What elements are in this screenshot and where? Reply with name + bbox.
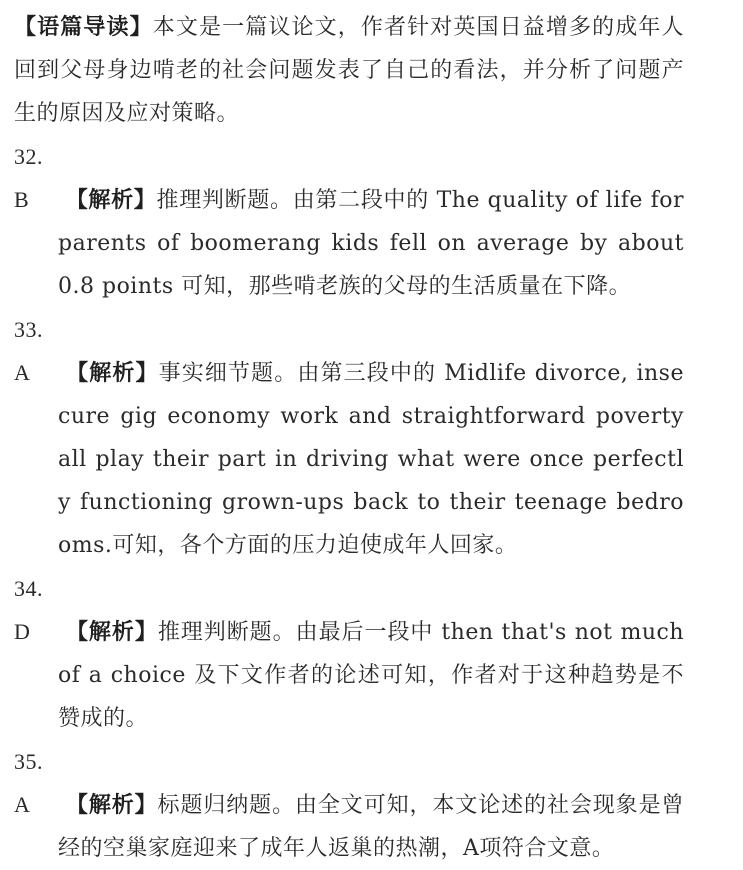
- analysis-text: 标题归纳题。由全文可知，本文论述的社会现象是曾经的空巢家庭迎来了成年人返巢的热潮，A项符合文意。: [58, 793, 684, 861]
- question-34-explanation: [14, 567, 684, 740]
- analysis-label: 【解析】: [66, 361, 159, 386]
- question-35-explanation: [14, 740, 684, 870]
- question-answer: A: [14, 792, 31, 817]
- reading-guide-label: 【语篇导读】: [14, 15, 153, 40]
- answer-explanation-document: [14, 6, 684, 870]
- analysis-text: 事实细节题。由第三段中的 Midlife divorce, insecure gig economy work and straightforward poverty all play their part in driving what were once perfectly functioning grown-ups back to their teenage bedrooms.可知，各个方面的压力迫使成年人回家。: [58, 361, 684, 558]
- reading-guide-paragraph: [14, 6, 684, 135]
- analysis-text: 推理判断题。由最后一段中 then that's not much of a choice 及下文作者的论述可知，作者对于这种趋势是不赞成的。: [58, 620, 684, 731]
- question-number: 32.: [14, 144, 43, 169]
- analysis-label: 【解析】: [65, 188, 157, 213]
- question-32-explanation: [14, 135, 684, 308]
- reading-guide-text: 本文是一篇议论文，作者针对英国日益增多的成年人回到父母身边啃老的社会问题发表了自己的看法，并分析了问题产生的原因及应对策略。: [14, 15, 684, 126]
- question-number: 34.: [14, 576, 43, 601]
- question-number: 35.: [14, 749, 43, 774]
- question-number: 33.: [14, 317, 43, 342]
- question-answer: B: [14, 187, 30, 212]
- analysis-label: 【解析】: [65, 620, 158, 645]
- question-33-explanation: [14, 308, 684, 567]
- question-answer: D: [14, 619, 31, 644]
- question-answer: A: [14, 360, 31, 385]
- analysis-label: 【解析】: [65, 793, 158, 818]
- analysis-text: 推理判断题。由第二段中的 The quality of life for parents of boomerang kids fell on average by about 0.8 points 可知，那些啃老族的父母的生活质量在下降。: [58, 188, 684, 299]
